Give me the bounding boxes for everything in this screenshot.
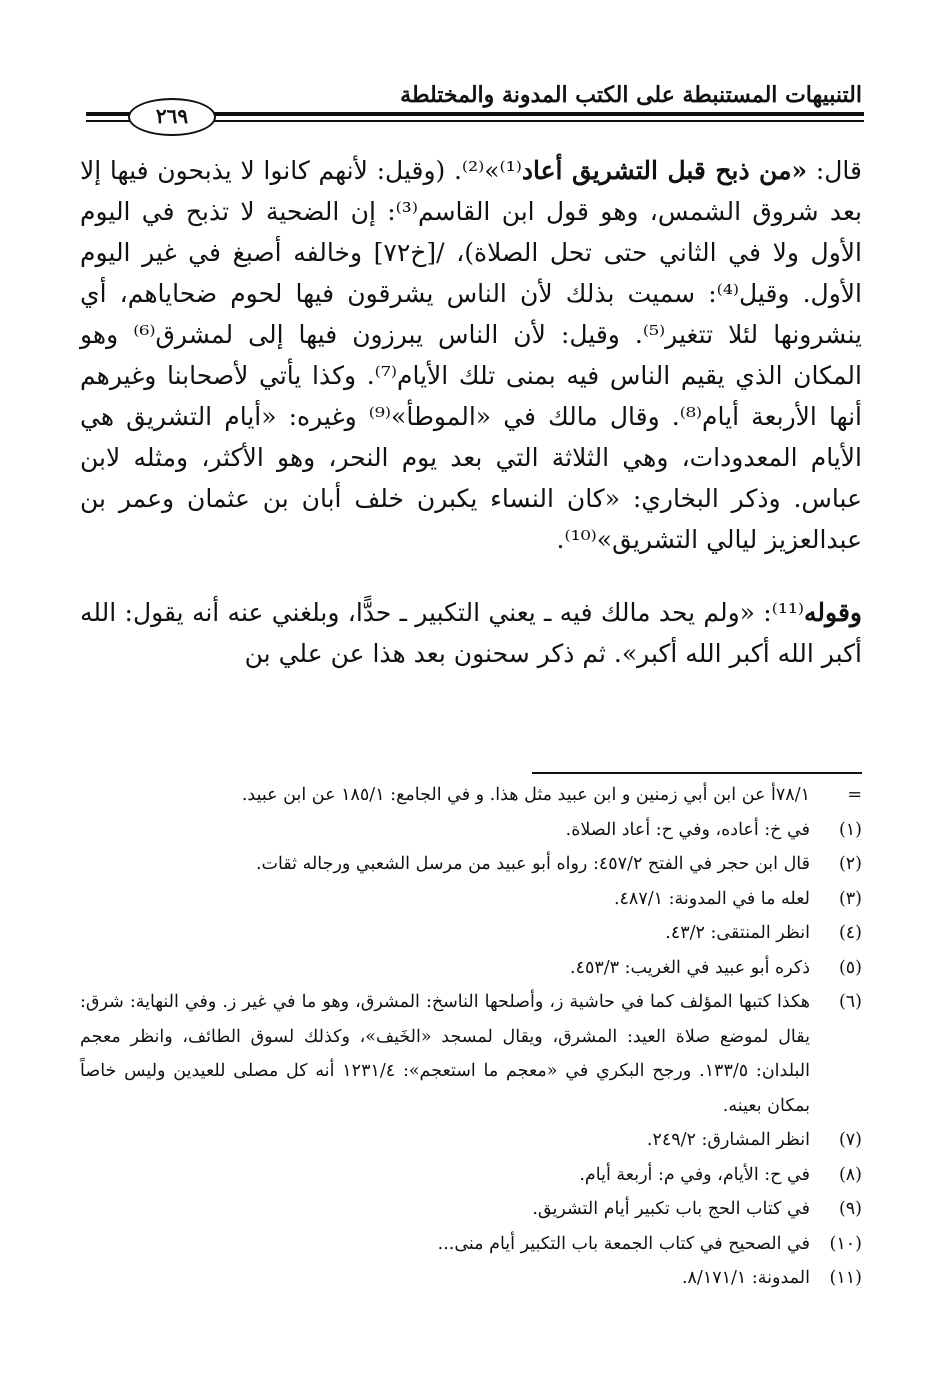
footnote-number: (٨)	[838, 1164, 862, 1185]
footnote-text: في الصحيح في كتاب الجمعة باب التكبير أيام منى...	[437, 1233, 810, 1254]
footnote-3	[80, 882, 862, 917]
footnote-1	[80, 813, 862, 848]
footnote-text: في ح: الأيام، وفي م: أربعة أيام.	[579, 1164, 810, 1185]
paragraph-1-lead: قال:	[807, 156, 862, 185]
footnote-2	[80, 847, 862, 882]
footnotes	[80, 778, 862, 1296]
footnote-4	[80, 916, 862, 951]
footnote-number: (٣)	[838, 888, 862, 909]
footnote-text: هكذا كتبها المؤلف كما في حاشية ز، وأصلحها الناسخ: المشرق، وهو ما في غير ز. وفي النهاية: شرق: يقال لموضع صلاة العيد: المشرق، ويقال لمسجد «الخَيف»، وكذلك لسوق الطائف، وانظر معجم البلدان: ١٣٣/٥. ورجح البكري في «معجم ما استعجم»: ١٢٣١/٤ أنه كل مصلى للعيدين وليس خاصاً بمكان بعينه.	[80, 992, 810, 1116]
paragraph-1-body: ⁽¹⁾»⁽²⁾. (وقيل: لأنهم كانوا لا يذبحون فيها إلا بعد شروق الشمس، وهو قول ابن القاسم⁽³⁾: إن الضحية لا تذبح في اليوم الأول ولا في الثاني حتى تحل الصلاة)، /[خ٧٢] وخالفه أصبغ في غير اليوم الأول. وقيل⁽⁴⁾: سميت بذلك لأن الناس يشرقون فيها لحوم ضحاياهم، أي ينشرونها لئلا تتغير⁽⁵⁾. وقيل: لأن الناس يبرزون فيها إلى لمشرق⁽⁶⁾ وهو المكان الذي يقيم الناس فيه بمنى تلك الأيام⁽⁷⁾. وكذا يأتي لأصحابنا وغيرهم أنها الأربعة أيام⁽⁸⁾. وقال مالك في «الموطأ»⁽⁹⁾ وغيره: «أيام التشريق هي الأيام المعدودات، وهي الثلاثة التي بعد يوم النحر، وهو الأكثر، ومثله لابن عباس. وذكر البخاري: «كان النساء يكبرن خلف أبان بن عثمان وعمر بن عبدالعزيز ليالي التشريق»⁽¹⁰⁾.	[80, 156, 863, 554]
footnote-number: =	[847, 785, 862, 805]
footnote-text: ٧٨/١أ عن ابن أبي زمنين و ابن عبيد مثل هذا. و في الجامع: ١٨٥/١ عن ابن عبيد.	[241, 785, 810, 805]
footnote-continuation	[80, 778, 862, 813]
footnote-9	[80, 1192, 862, 1227]
footnote-text: في كتاب الحج باب تكبير أيام التشريق.	[532, 1199, 810, 1219]
page-number: ٢٦٩	[128, 98, 216, 136]
footnote-number: (٥)	[838, 957, 862, 978]
footnote-number: (١)	[838, 819, 862, 840]
running-title: التنبيهات المستنبطة على الكتب المدونة والمختلطة	[400, 82, 862, 108]
paragraph-1-quote: «من ذبح قبل التشريق أعاد	[521, 156, 808, 185]
footnote-5	[80, 951, 862, 986]
footnote-7	[80, 1123, 862, 1158]
main-text	[80, 150, 862, 674]
paragraph-2	[80, 592, 862, 674]
footnote-10	[80, 1227, 862, 1262]
footnote-text: قال ابن حجر في الفتح ٤٥٧/٢: رواه أبو عبيد من مرسل الشعبي ورجاله ثقات.	[255, 854, 810, 874]
footnote-text: لعله ما في المدونة: ٤٨٧/١.	[613, 888, 810, 909]
paragraph-2-lead: وقوله	[804, 598, 862, 627]
footnote-text: انظر المنتقى: ٤٣/٢.	[665, 923, 810, 943]
footnote-text: المدونة: ٨/١٧١/١.	[681, 1268, 810, 1288]
footnote-number: (٤)	[838, 923, 862, 943]
paragraph-2-body: ⁽¹¹⁾: «ولم يحد مالك فيه ـ يعني التكبير ـ حدًّا، وبلغني عنه أنه يقول: الله أكبر الله أكبر الله أكبر». ثم ذكر سحنون بعد هذا عن علي بن	[80, 598, 862, 668]
footnote-number: (١٠)	[829, 1233, 862, 1254]
paragraph-1	[80, 150, 862, 560]
footnote-8	[80, 1158, 862, 1193]
footnote-text: انظر المشارق: ٢٤٩/٢.	[646, 1130, 810, 1150]
footnote-separator	[532, 772, 862, 774]
footnote-number: (٧)	[838, 1130, 862, 1150]
footnote-11	[80, 1261, 862, 1296]
footnote-text: في خ: أعاده، وفي ح: أعاد الصلاة.	[565, 819, 810, 840]
footnote-text: ذكره أبو عبيد في الغريب: ٤٥٣/٣.	[570, 957, 810, 978]
footnote-number: (٩)	[838, 1199, 862, 1219]
footnote-number: (٢)	[838, 854, 862, 874]
footnote-number: (١١)	[829, 1268, 862, 1288]
footnote-number: (٦)	[838, 992, 862, 1012]
footnote-6	[80, 985, 862, 1123]
